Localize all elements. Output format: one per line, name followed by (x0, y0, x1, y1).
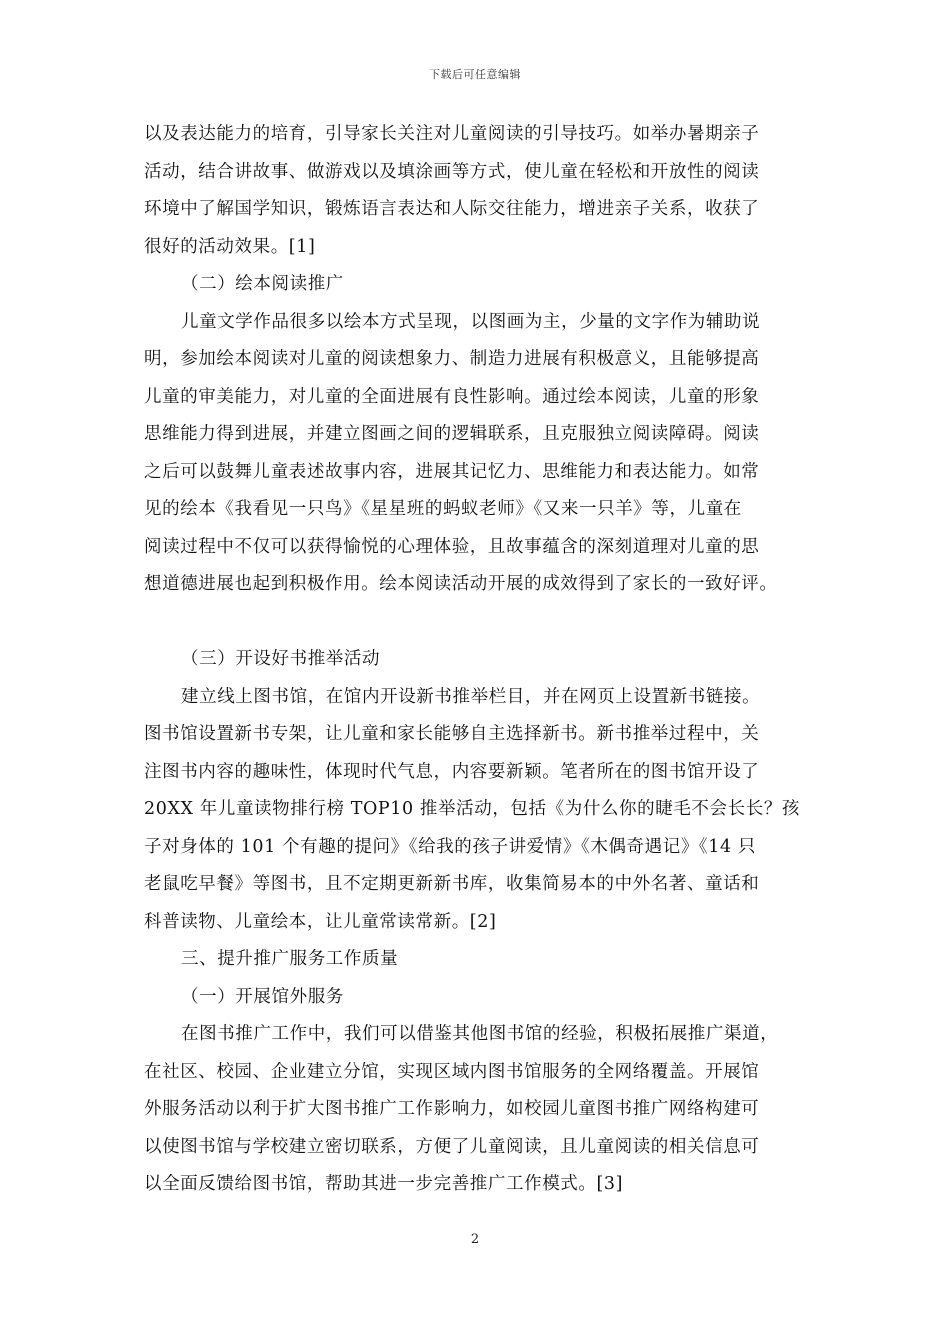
page-number: 2 (470, 1232, 480, 1247)
paragraph-line: 科普读物、儿童绘本，让儿童常读常新。[2] (144, 911, 497, 932)
paragraph-line: 思维能力得到进展，并建立图画之间的逻辑联系，且克服独立阅读障碍。阅读 (144, 424, 760, 444)
paragraph-line: 建立线上图书馆，在馆内开设新书推举栏目，并在网页上设置新书链接。 (181, 686, 761, 707)
paragraph-line: 以及表达能力的培育，引导家长关注对儿童阅读的引导技巧。如举办暑期亲子 (144, 124, 760, 144)
paragraph-line: 外服务活动以利于扩大图书推广工作影响力，如校园儿童图书推广网络构建可 (144, 1099, 760, 1119)
document-body (144, 116, 824, 1204)
paragraph-line: 老鼠吃早餐》等图书，且不定期更新新书库，收集简易本的中外名著、童话和 (144, 874, 760, 894)
blank-line (144, 604, 824, 642)
paragraph-line: 子对身体的 101 个有趣的提问》《给我的孩子讲爱情》《木偶奇遇记》《14 只 (144, 836, 757, 857)
section-heading: （二）绘本阅读推广 (181, 274, 344, 294)
paragraph-line: 想道德进展也起到积极作用。绘本阅读活动开展的成效得到了家长的一致好评。 (144, 574, 778, 594)
paragraph-line: 20XX 年儿童读物排行榜 TOP10 推举活动，包括《为什么你的睫毛不会长长？孩 (144, 799, 801, 819)
paragraph-line: 以全面反馈给图书馆，帮助其进一步完善推广工作模式。[3] (144, 1174, 624, 1194)
paragraph-line: 之后可以鼓舞儿童表述故事内容，进展其记忆力、思维能力和表达能力。如常 (144, 461, 760, 482)
paragraph-line: 以使图书馆与学校建立密切联系，方便了儿童阅读，且儿童阅读的相关信息可 (144, 1136, 760, 1157)
paragraph-line: 在社区、校园、企业建立分馆，实现区域内图书馆服务的全网络覆盖。开展馆 (144, 1061, 760, 1082)
paragraph-line: 阅读过程中不仅可以获得愉悦的心理体验，且故事蕴含的深刻道理对儿童的思 (144, 536, 760, 557)
paragraph-line: 环境中了解国学知识，锻炼语言表达和人际交往能力，增进亲子关系，收获了 (144, 199, 760, 219)
section-heading: 三、提升推广服务工作质量 (181, 949, 399, 969)
section-heading: （一）开展馆外服务 (181, 986, 344, 1007)
paragraph-line: 儿童文学作品很多以绘本方式呈现，以图画为主，少量的文字作为辅助说 (181, 311, 761, 332)
paragraph-line: 在图书推广工作中，我们可以借鉴其他图书馆的经验，积极拓展推广渠道， (181, 1024, 779, 1044)
paragraph-line: 儿童的审美能力，对儿童的全面进展有良性影响。通过绘本阅读，儿童的形象 (144, 386, 760, 407)
paragraph-line: 注图书内容的趣味性，体现时代气息，内容要新颖。笔者所在的图书馆开设了 (144, 761, 760, 782)
paragraph-line: 活动，结合讲故事、做游戏以及填涂画等方式，使儿童在轻松和开放性的阅读 (144, 161, 760, 182)
page-header: 下载后可任意编辑 (429, 68, 521, 81)
paragraph-line: 图书馆设置新书专架，让儿童和家长能够自主选择新书。新书推举过程中，关 (144, 724, 760, 744)
paragraph-line: 明，参加绘本阅读对儿童的阅读想象力、制造力进展有积极意义，且能够提高 (144, 349, 760, 369)
section-heading: （三）开设好书推举活动 (181, 649, 381, 669)
paragraph-line: 见的绘本《我看见一只鸟》《星星班的蚂蚁老师》《又来一只羊》等，儿童在 (144, 499, 742, 519)
paragraph-line: 很好的活动效果。[1] (144, 236, 316, 257)
